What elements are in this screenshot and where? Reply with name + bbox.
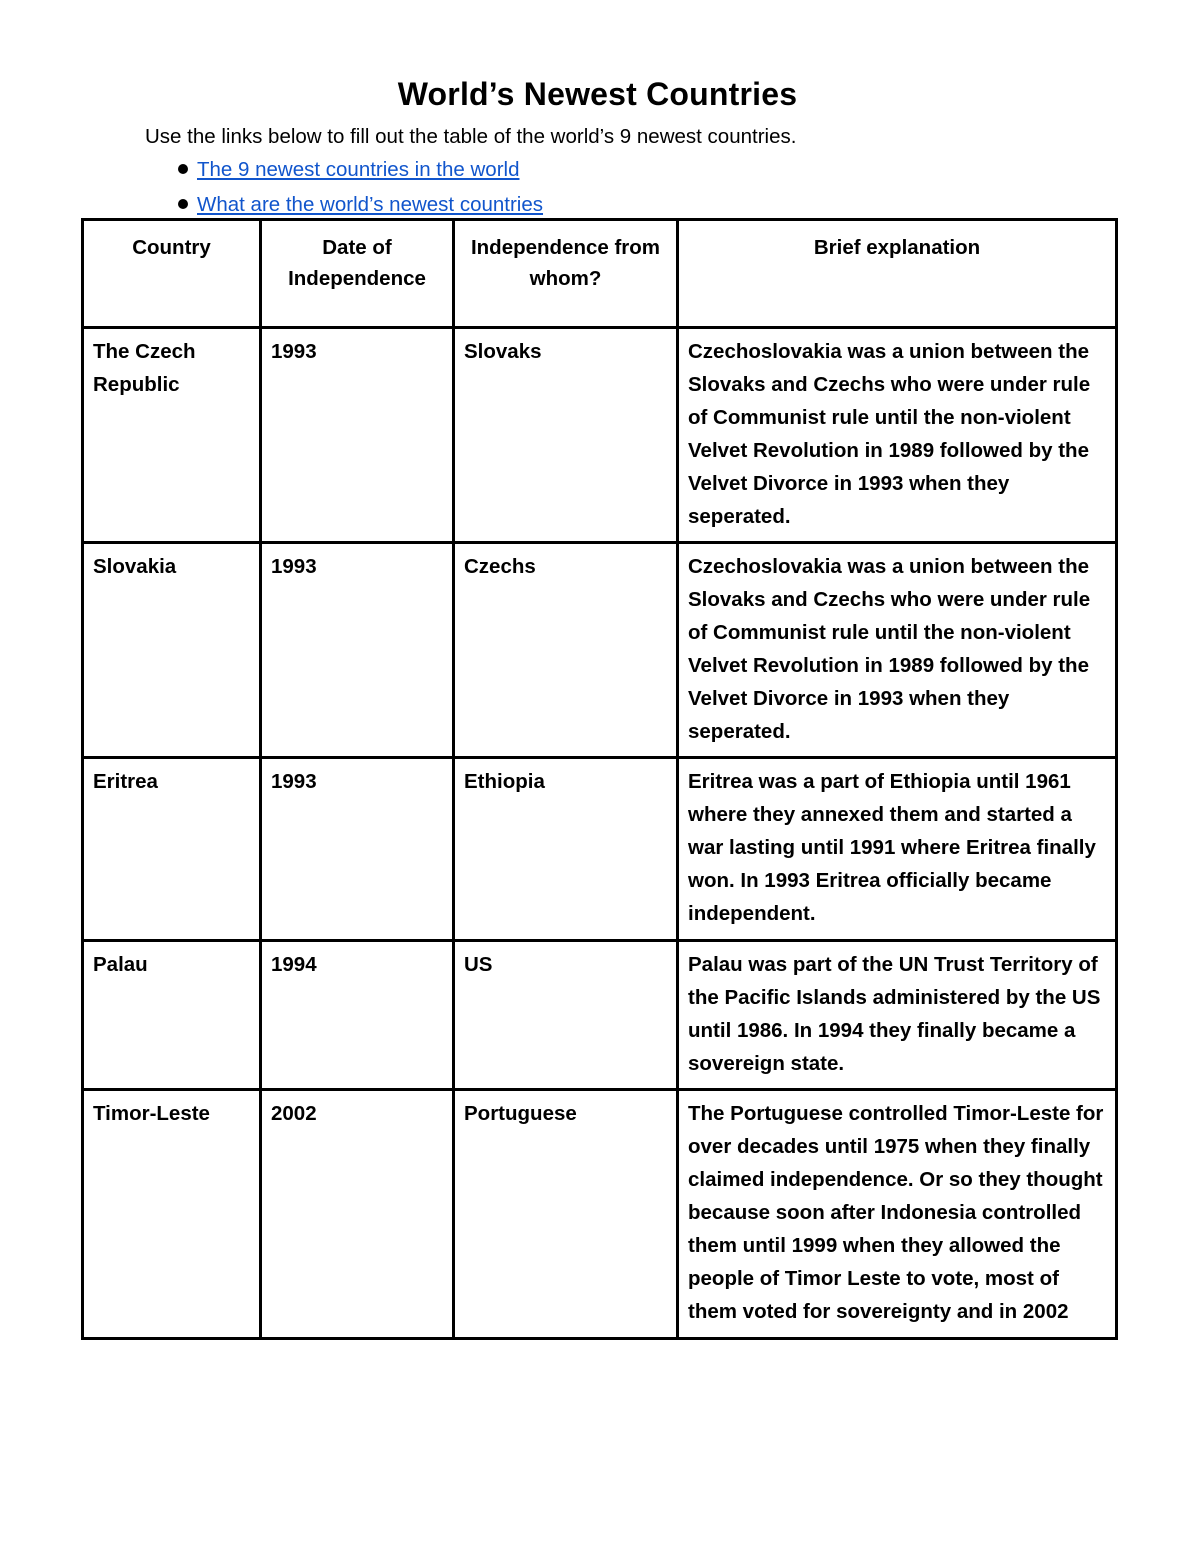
date-cell: 1993 [261,543,454,758]
header-brief-explanation: Brief explanation [678,220,1117,328]
date-cell: 1994 [261,941,454,1090]
from-whom-cell: US [454,941,678,1090]
explanation-cell: The Portuguese controlled Timor-Leste for over decades until 1975 when they finally claimed independence. Or so they thought because soon after Indonesia controlled them until 1999 when they allowed the people of Timor Leste to vote, most of them voted for sovereignty and in 2002 [678,1090,1117,1339]
newest-countries-link[interactable]: The 9 newest countries in the world [197,158,520,181]
header-country: Country [83,220,261,328]
countries-table [81,218,1118,1340]
from-whom-cell: Ethiopia [454,758,678,941]
explanation-cell: Czechoslovakia was a union between the Slovaks and Czechs who were under rule of Communist rule until the non-violent Velvet Revolution in 1989 followed by the Velvet Divorce in 1993 when they seperated. [678,328,1117,543]
link-list [178,156,543,226]
date-cell: 1993 [261,328,454,543]
country-cell: The Czech Republic [83,328,261,543]
country-cell: Timor-Leste [83,1090,261,1339]
explanation-cell: Czechoslovakia was a union between the Slovaks and Czechs who were under rule of Communist rule until the non-violent Velvet Revolution in 1989 followed by the Velvet Divorce in 1993 when they seperated. [678,543,1117,758]
table-row [83,328,1117,543]
from-whom-cell: Portuguese [454,1090,678,1339]
bullet-icon [178,164,188,174]
country-cell: Slovakia [83,543,261,758]
page-title: World’s Newest Countries [397,76,798,112]
header-date-of-independence: Date of Independence [261,220,454,328]
explanation-cell: Palau was part of the UN Trust Territory of the Pacific Islands administered by the US until 1986. In 1994 they finally became a sovereign state. [678,941,1117,1090]
link-list-item [178,156,543,191]
worlds-newest-countries-link[interactable]: What are the world’s newest countries [197,193,544,216]
explanation-cell: Eritrea was a part of Ethiopia until 1961 where they annexed them and started a war lasting until 1991 where Eritrea finally won. In 1993 Eritrea officially became independent. [678,758,1117,941]
table-row [83,1090,1117,1339]
table-header-row [83,220,1117,328]
from-whom-cell: Slovaks [454,328,678,543]
table-row [83,758,1117,941]
country-cell: Palau [83,941,261,1090]
bullet-icon [178,199,188,209]
date-cell: 1993 [261,758,454,941]
from-whom-cell: Czechs [454,543,678,758]
country-cell: Eritrea [83,758,261,941]
header-independence-from: Independence from whom? [454,220,678,328]
instructions-text: Use the links below to fill out the table of the world’s 9 newest countries. [145,125,797,148]
date-cell: 2002 [261,1090,454,1339]
table-row [83,543,1117,758]
table-row [83,941,1117,1090]
